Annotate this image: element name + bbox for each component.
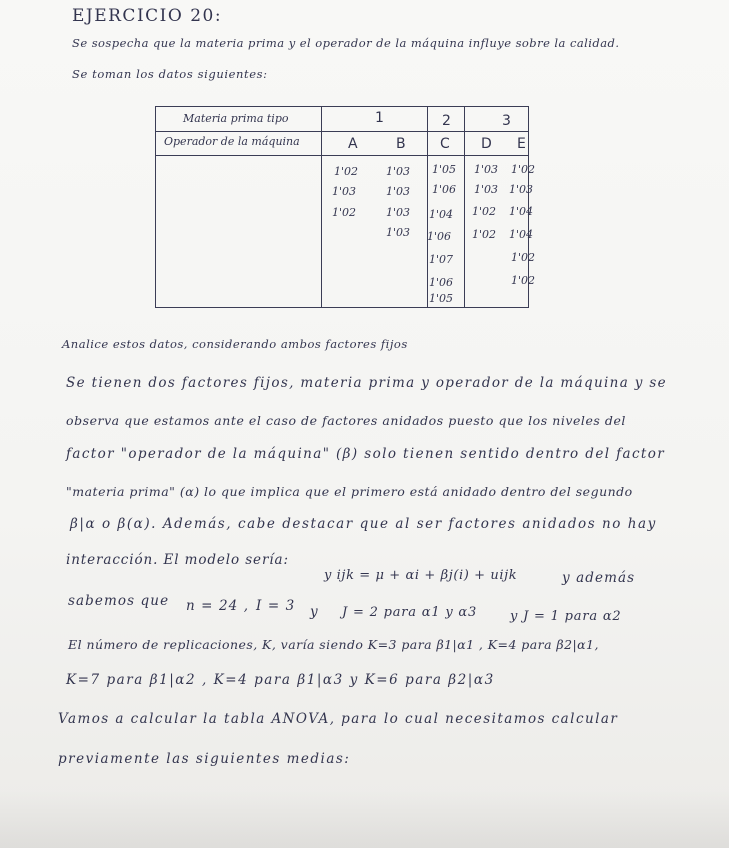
group-header-3: 3 (502, 113, 511, 129)
value-a: 1'02 (332, 206, 357, 219)
page-shadow (0, 790, 729, 848)
model-equation: y ijk = μ + αi + βj(i) + uijk (324, 568, 518, 583)
answer-line: observa que estamos ante el caso de factores anidados puesto que los niveles del (66, 413, 626, 428)
value-b: 1'03 (386, 206, 411, 219)
value-d: 1'02 (472, 205, 497, 218)
answer-line: K=7 para β1|α2 , K=4 para β1|α3 y K=6 para β2|α3 (66, 672, 495, 688)
table-divider (464, 107, 465, 307)
value-d: 1'02 (472, 228, 497, 241)
value-c: 1'05 (432, 163, 457, 176)
answer-line: Se tienen dos factores fijos, materia prima y operador de la máquina y se (66, 375, 668, 391)
answer-line: interacción. El modelo sería: (66, 552, 289, 568)
table-divider (321, 107, 322, 307)
answer-line: β|α o β(α). Además, cabe destacar que al ser factores anidados no hay (70, 516, 657, 532)
table-divider (427, 107, 428, 307)
value-e: 1'02 (511, 163, 536, 176)
value-e: 1'02 (511, 251, 536, 264)
value-b: 1'03 (386, 185, 411, 198)
value-e: 1'04 (509, 228, 534, 241)
table-divider (156, 131, 528, 132)
value-b: 1'03 (386, 226, 411, 239)
value-a: 1'03 (332, 185, 357, 198)
answer-line: n = 24 , (186, 598, 250, 614)
value-c: 1'06 (427, 230, 452, 243)
value-e: 1'02 (511, 274, 536, 287)
answer-line: "materia prima" (α) lo que implica que el primero está anidado dentro del segundo (66, 484, 633, 499)
group-header-1: 1 (375, 110, 384, 126)
value-a: 1'02 (334, 165, 359, 178)
answer-line: factor "operador de la máquina" (β) solo tienen sentido dentro del factor (66, 446, 666, 462)
exercise-title: EJERCICIO 20: (72, 6, 223, 26)
question-text: Analice estos datos, considerando ambos factores fijos (62, 337, 408, 351)
value-e: 1'04 (509, 205, 534, 218)
table-divider (156, 155, 528, 156)
answer-line: Vamos a calcular la tabla ANOVA, para lo cual necesitamos calcular (58, 711, 619, 727)
intro-line-1: Se sospecha que la materia prima y el operador de la máquina influye sobre la calidad. (72, 36, 620, 50)
value-c: 1'05 (429, 292, 454, 305)
row-label-operador: Operador de la máquina (164, 135, 300, 148)
answer-line: I = 3 (256, 598, 296, 614)
value-d: 1'03 (474, 183, 499, 196)
answer-line: previamente las siguientes medias: (58, 751, 351, 767)
row-label-materia-prima: Materia prima tipo (183, 112, 289, 125)
value-c: 1'06 (429, 276, 454, 289)
value-c: 1'06 (432, 183, 457, 196)
answer-line: sabemos que (68, 593, 170, 609)
answer-line: y J = 1 para α2 (510, 609, 622, 624)
value-d: 1'03 (474, 163, 499, 176)
operator-header-c: C (440, 136, 450, 152)
operator-header-a: A (348, 136, 358, 152)
answer-line: y además (562, 570, 636, 586)
data-table (155, 106, 536, 308)
value-e: 1'03 (509, 183, 534, 196)
intro-line-2: Se toman los datos siguientes: (72, 67, 268, 81)
group-header-2: 2 (442, 113, 451, 129)
answer-line: y (310, 604, 319, 620)
operator-header-d: D (481, 136, 492, 152)
value-c: 1'07 (429, 253, 454, 266)
value-c: 1'04 (429, 208, 454, 221)
answer-line: J = 2 para α1 y α3 (342, 605, 478, 620)
answer-line: El número de replicaciones, K, varía siendo K=3 para β1|α1 , K=4 para β2|α1, (68, 637, 599, 652)
value-b: 1'03 (386, 165, 411, 178)
operator-header-e: E (517, 136, 526, 152)
operator-header-b: B (396, 136, 406, 152)
